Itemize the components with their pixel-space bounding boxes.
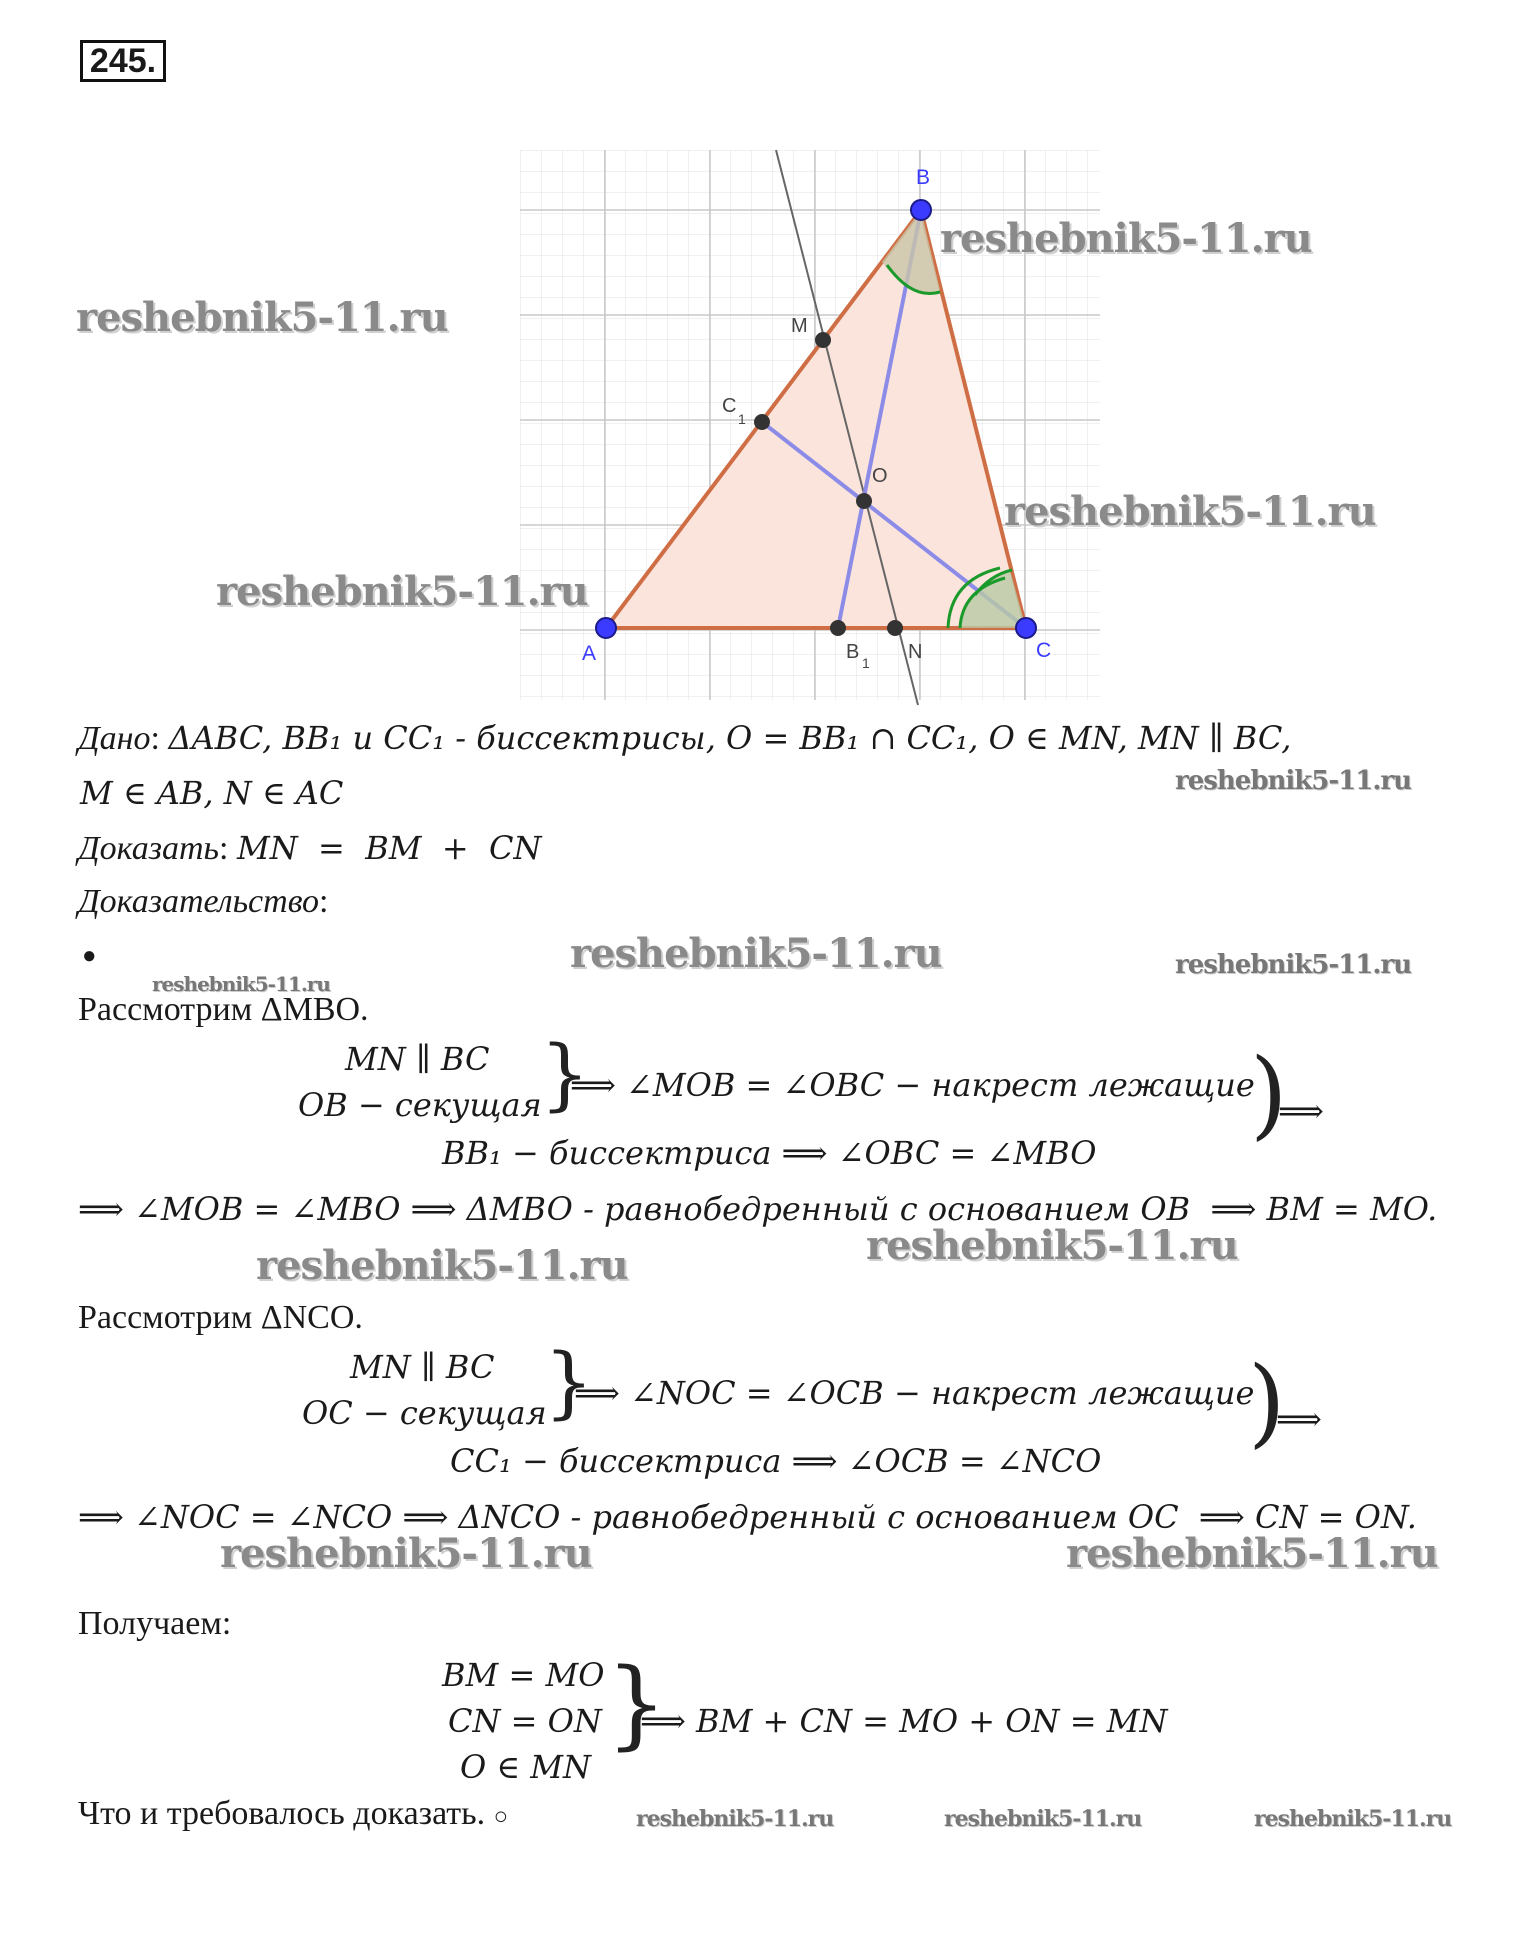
prove-statement: MN = BM + CN — [236, 829, 542, 867]
watermark: reshebnik5-11.ru — [944, 1806, 1142, 1832]
problem-number: 245. — [80, 40, 166, 82]
part1-cond-2: OB − секущая — [298, 1086, 542, 1124]
result-intro: Получаем: — [78, 1605, 232, 1642]
watermark: reshebnik5-11.ru — [220, 1530, 592, 1577]
qed-circle-icon: ○ — [493, 1804, 509, 1830]
given-line-1: Дано: ΔABC, BB₁ и CC₁ - биссектрисы, O = BB₁ ∩ CC₁, O ∈ MN, MN ∥ BC, — [78, 719, 1292, 757]
watermark: reshebnik5-11.ru — [216, 568, 588, 615]
qed-label: Что и требовалось доказать. — [78, 1795, 486, 1832]
vertex-a — [596, 618, 616, 638]
part2-result-1: ⟹ ∠NOC = ∠OCB − накрест лежащие — [574, 1374, 1255, 1412]
part1-brace-left: } — [540, 1030, 590, 1120]
watermark: reshebnik5-11.ru — [1004, 488, 1376, 535]
part1-result-2: BB₁ − биссектриса ⟹ ∠OBC = ∠MBO — [442, 1134, 1097, 1172]
qed-text — [78, 1794, 508, 1837]
point-c1 — [754, 414, 770, 430]
watermark: reshebnik5-11.ru — [1254, 1806, 1452, 1832]
part2-brace-right: ) — [1248, 1346, 1286, 1458]
label-a: A — [582, 642, 597, 665]
given-label: Дано — [78, 720, 151, 757]
point-b1 — [830, 620, 846, 636]
label-b1: B — [846, 641, 860, 663]
prove-line: Доказать: MN = BM + CN — [78, 829, 542, 867]
result-eq-2: CN = ON — [448, 1702, 602, 1740]
watermark: reshebnik5-11.ru — [570, 930, 942, 977]
point-n — [887, 620, 903, 636]
watermark: reshebnik5-11.ru — [1175, 766, 1412, 796]
prove-label: Доказать — [78, 830, 219, 867]
watermark: reshebnik5-11.ru — [866, 1222, 1238, 1269]
proof-label: Доказательство — [78, 883, 320, 920]
bullet: ● — [82, 943, 97, 969]
result-eq-1: BM = MO — [442, 1656, 605, 1694]
label-o: O — [872, 465, 888, 487]
part2-conclusion: ⟹ ∠NOC = ∠NCO ⟹ ΔNCO - равнобедренный с основанием OC ⟹ CN = ON. — [78, 1498, 1417, 1536]
label-c1: C — [722, 395, 737, 417]
result-final: ⟹ BM + CN = MO + ON = MN — [640, 1702, 1168, 1740]
result-brace: } — [606, 1648, 668, 1760]
label-c: C — [1036, 639, 1052, 662]
part2-arrow: ⟹ — [1276, 1400, 1322, 1438]
watermark: reshebnik5-11.ru — [940, 215, 1312, 262]
watermark: reshebnik5-11.ru — [256, 1242, 628, 1289]
part2-brace-left: } — [544, 1338, 594, 1428]
label-b: B — [916, 166, 931, 189]
vertex-c — [1016, 618, 1036, 638]
part1-result-1: ⟹ ∠MOB = ∠OBC − накрест лежащие — [570, 1066, 1255, 1104]
point-m — [815, 332, 831, 348]
part1-conclusion: ⟹ ∠MOB = ∠MBO ⟹ ΔMBO - равнобедренный с основанием OB ⟹ BM = MO. — [78, 1190, 1438, 1228]
label-b1-sub: 1 — [862, 655, 870, 671]
part2-intro: Рассмотрим ΔNCO. — [78, 1299, 363, 1336]
label-m: M — [791, 315, 808, 337]
result-eq-3: O ∈ MN — [460, 1748, 592, 1786]
part1-brace-right: ) — [1250, 1038, 1288, 1150]
part1-cond-1: MN ∥ BC — [345, 1040, 490, 1078]
vertex-b — [911, 200, 931, 220]
part2-cond-2: OC − секущая — [302, 1394, 547, 1432]
label-n: N — [908, 641, 923, 663]
watermark: reshebnik5-11.ru — [1175, 950, 1412, 980]
part1-intro: Рассмотрим ΔMBO. — [78, 991, 369, 1028]
part2-result-2: CC₁ − биссектриса ⟹ ∠OCB = ∠NCO — [450, 1442, 1102, 1480]
proof-line: Доказательство: — [78, 883, 329, 920]
given-text-1: ΔABC, BB₁ и CC₁ - биссектрисы, O = BB₁ ∩ CC₁, O ∈ MN, MN ∥ BC, — [168, 719, 1292, 757]
given-line-2: M ∈ AB, N ∈ AC — [80, 774, 344, 812]
watermark: reshebnik5-11.ru — [636, 1806, 834, 1832]
part2-cond-1: MN ∥ BC — [350, 1348, 495, 1386]
watermark: reshebnik5-11.ru — [1066, 1530, 1438, 1577]
watermark: reshebnik5-11.ru — [76, 294, 448, 341]
point-o — [856, 493, 872, 509]
part1-arrow: ⟹ — [1278, 1092, 1324, 1130]
watermark: reshebnik5-11.ru — [152, 972, 330, 996]
label-c1-sub: 1 — [738, 411, 746, 427]
